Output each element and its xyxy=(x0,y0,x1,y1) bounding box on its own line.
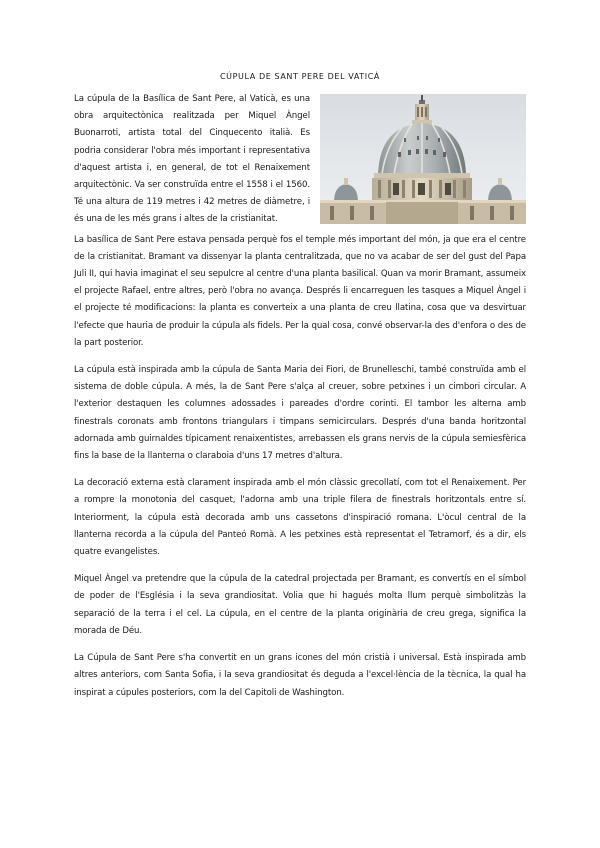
paragraph: La cúpula de la Basílica de Sant Pere, al Vaticà, es una obra arquitectònica realitzada per Miquel Àngel Buonarroti, artista total del Cinquecento italià. Es podria considerar l'obra més important i representativa d'aquest artista i, en general, de tot el Renaixement arquitectònic. Va ser construïda entre el 1558 i el 1560. Té una altura de 119 metres i 42 metres de diàmetre, i és una de les més grans i altes de la cristianitat. xyxy=(74,94,310,225)
paragraph: La basílica de Sant Pere estava pensada perquè fos el temple més important del món, ja que era el centre de la cristianitat. Bramant va dissenyar la planta centralitzada, que no va acabar de ser del gust del Papa Juli II, qui havia imaginat el seu sepulcre al centre d'una planta basilical. Quan va morir Bramant, assumeix el projecte Rafael, entre altres, però l'obra no avança. Després li encarreguen les tasques a Miquel Àngel i el projecte té modificacions: la planta es converteix a una planta de creu llatina, cosa que va desvirtuar l'efecte que hauria de produir la cúpula als fidels. Per la qual cosa, convé observar-la des d'enfora o des de la part posterior. xyxy=(74,234,526,348)
paragraph: La cúpula està inspirada amb la cúpula de Santa Maria dei Fiori, de Brunelleschi, també construïda amb el sistema de doble cúpula. A més, la de Sant Pere s'alça al creuer, sobre petxines i un cimbori circular. A l'exterior destaquen les columnes adossades i pareades d'ordre corinti. El tambor les alterna amb finestrals coronats amb frontons triangulars i timpans semicirculars. Després d'una banda horitzontal adornada amb guirnaldes típicament renaixentistes, arrebassen els grans nervis de la cúpula semiesfèrica fins la base de la llanterna o claraboia d'uns 17 metres d'altura. xyxy=(74,365,526,462)
paragraph: La Cúpula de Sant Pere s'ha convertit en un grans icones del món cristià i universal. Està inspirada amb altres anteriors, com Santa Sofia, i la seva grandiositat és deguda a l'excel·lència de la tècnica, la qual ha inspirat a cúpules posteriors, com la del Capitoli de Washington. xyxy=(74,653,526,698)
paragraph: Miquel Àngel va pretendre que la cúpula de la catedral projectada per Bramant, es convertís en el símbol de poder de l'Església i la seva grandiositat. Volia que hi hagués molta llum perquè simbolitzàs la separació de la terra i el cel. La cúpula, en el centre de la planta originària de creu grega, significa la morada de Déu. xyxy=(74,574,526,636)
document-title: CÚPULA DE SANT PERE DEL VATICÀ xyxy=(219,72,380,81)
paragraph: La decoració externa està clarament inspirada amb el món clàssic grecollatí, com tot el Renaixement. Per a rompre la monotonia del casquet, l'adorna amb una triple filera de finestrals horitzontals entre sí. Interiorment, la cúpula està decorada amb uns cassetons d'inspiració romana. L'òcul central de la llanterna recorda a la cúpula del Panteó Romà. A les petxines està representat el Tetramorf, és a dir, els quatre evangelistes. xyxy=(74,478,526,558)
document-page xyxy=(74,72,526,712)
dome-photo xyxy=(320,94,526,224)
